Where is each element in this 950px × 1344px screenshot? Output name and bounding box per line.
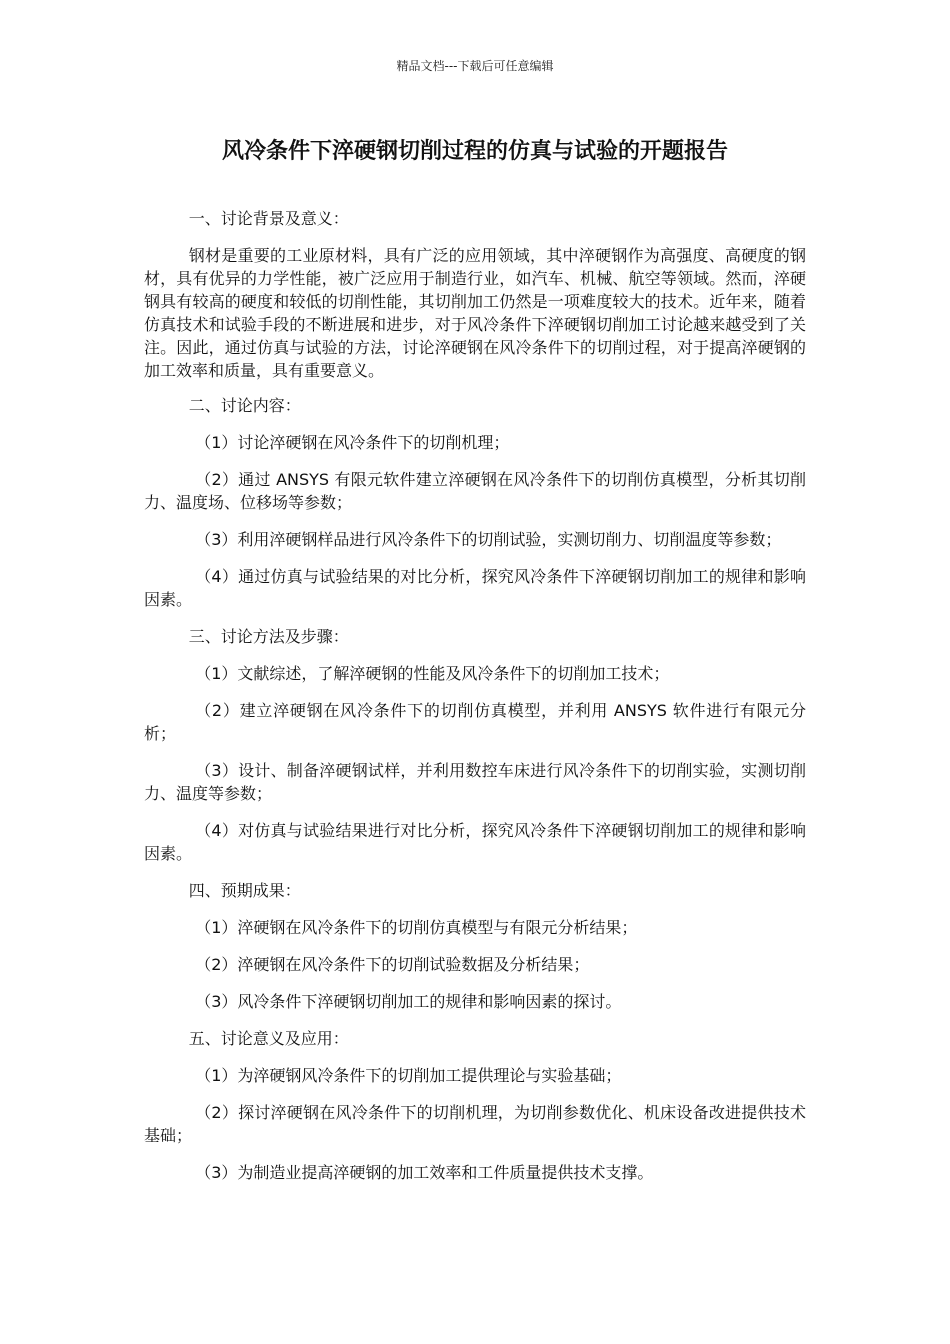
list-item: （1）淬硬钢在风冷条件下的切削仿真模型与有限元分析结果； <box>195 918 638 937</box>
document-body <box>144 207 806 1198</box>
list-item: （3）利用淬硬钢样品进行风冷条件下的切削试验，实测切削力、切削温度等参数； <box>195 530 782 549</box>
list-item: （1）讨论淬硬钢在风冷条件下的切削机理； <box>195 433 510 452</box>
section-body: 钢材是重要的工业原材料，具有广泛的应用领域，其中淬硬钢作为高强度、高硬度的钢材，具有优异的力学性能，被广泛应用于制造行业，如汽车、机械、航空等领域。然而，淬硬钢具有较高的硬度和较低的切削性能，其切削加工仍然是一项难度较大的技术。近年来，随着仿真技术和试验手段的不断进展和进步，对于风冷条件下淬硬钢切削加工讨论越来越受到了关注。因此，通过仿真与试验的方法，讨论淬硬钢在风冷条件下的切削过程，对于提高淬硬钢的加工效率和质量，具有重要意义。 <box>144 246 806 380</box>
section-heading: 四、预期成果： <box>188 881 301 900</box>
list-item: （1）为淬硬钢风冷条件下的切削加工提供理论与实验基础； <box>195 1066 622 1085</box>
section-heading: 三、讨论方法及步骤： <box>188 627 349 646</box>
section-heading: 五、讨论意义及应用： <box>188 1029 349 1048</box>
list-item: （2）探讨淬硬钢在风冷条件下的切削机理，为切削参数优化、机床设备改进提供技术基础； <box>144 1103 806 1145</box>
section-heading: 一、讨论背景及意义： <box>188 209 349 228</box>
list-item: （3）风冷条件下淬硬钢切削加工的规律和影响因素的探讨。 <box>195 992 622 1011</box>
list-item: （1）文献综述，了解淬硬钢的性能及风冷条件下的切削加工技术； <box>195 664 670 683</box>
document-title: 风冷条件下淬硬钢切削过程的仿真与试验的开题报告 <box>221 139 728 164</box>
list-item: （3）为制造业提高淬硬钢的加工效率和工件质量提供技术支撑。 <box>195 1163 654 1182</box>
section-heading: 二、讨论内容： <box>188 396 301 415</box>
list-item: （2）通过 ANSYS 有限元软件建立淬硬钢在风冷条件下的切削仿真模型，分析其切削力、温度场、位移场等参数； <box>144 470 806 512</box>
list-item: （4）对仿真与试验结果进行对比分析，探究风冷条件下淬硬钢切削加工的规律和影响因素。 <box>144 821 806 863</box>
header-note: 精品文档---下载后可任意编辑 <box>396 59 554 73</box>
list-item: （3）设计、制备淬硬钢试样，并利用数控车床进行风冷条件下的切削实验，实测切削力、温度等参数； <box>144 761 806 803</box>
list-item: （2）淬硬钢在风冷条件下的切削试验数据及分析结果； <box>195 955 590 974</box>
list-item: （4）通过仿真与试验结果的对比分析，探究风冷条件下淬硬钢切削加工的规律和影响因素。 <box>144 567 806 609</box>
list-item: （2）建立淬硬钢在风冷条件下的切削仿真模型，并利用 ANSYS 软件进行有限元分析； <box>144 701 806 743</box>
